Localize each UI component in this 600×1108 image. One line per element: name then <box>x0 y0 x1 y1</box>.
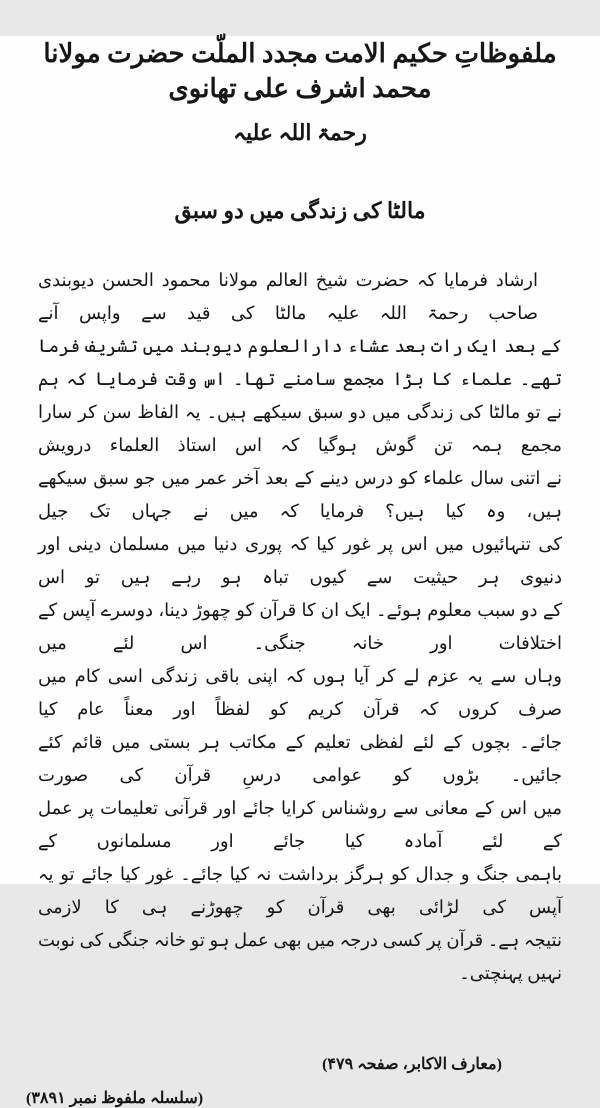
section-heading: مالٹا کی زندگی میں دو سبق <box>174 198 426 224</box>
body-line: ارشاد فرمایا کہ حضرت شیخ العالم مولانا محمود الحسن دیوبندی صاحب رحمۃ اللہ علیہ مالٹا کی قید سے واپس آنے <box>38 270 538 324</box>
body-line: نے اتنی سال علماء کو درس دینے کے بعد آخر عمر میں جو سبق سیکھے ہیں، وہ کیا ہیں؟ فرمایا کہ میں نے جہاں تک جیل <box>38 468 562 522</box>
body-line: کی تنہائیوں میں اس پر غور کیا کہ پوری دنیا میں مسلمان دینی اور دنیوی ہر حیثیت سے کیوں تباہ ہو رہے ہیں تو اس <box>38 534 562 588</box>
body-line: وہاں سے یہ عزم لے کر آیا ہوں کہ اپنی باقی زندگی اسی کام میں صرف کروں کہ قرآن کریم کو لفظاً اور معناً عام کیا <box>38 666 562 720</box>
body-line: کے دو سبب معلوم ہوئے۔ ایک ان کا قرآن کو چھوڑ دینا، دوسرے آپس کے اختلافات اور خانہ جنگی۔ اس لئے میں <box>38 600 562 654</box>
series-number: (سلسلہ ملفوظ نمبر ۳۸۹۱) <box>26 1090 204 1108</box>
body-paragraph <box>0 264 600 990</box>
body-line: نتیجہ ہے۔ قرآن پر کسی درجہ میں بھی عمل ہو تو خانہ جنگی کی نوبت نہیں پہنچتی۔ <box>38 930 562 984</box>
body-line: جائے۔ بچوں کے لئے لفظی تعلیم کے مکاتب ہر بستی میں قائم کئے جائیں۔ بڑوں کو عوامی درسِ قرآن کی صورت <box>38 732 562 786</box>
body-line: میں اس کے معانی سے روشناس کرایا جائے اور قرآنی تعلیمات پر عمل کے لئے آمادہ کیا جائے اور مسلمانوں کے <box>38 798 562 852</box>
page-title: ملفوظاتِ حکیم الامت مجدد الملّت حضرت مولانا محمد اشرف علی تھانوی <box>43 39 557 104</box>
body-line: کے بعد ایک رات بعد عشاء دارالعلوم دیوبند میں تشریف فرما تھے۔ علماء کا بڑا مجمع سامنے تھا۔ اس وقت فرمایا کہ ہم <box>38 336 562 390</box>
citation-reference: (معارف الاکابر، صفحہ ۴۷۹) <box>322 1056 502 1074</box>
document-page <box>0 36 600 1108</box>
body-line: باہمی جنگ و جدال کو ہرگز برداشت نہ کیا جائے۔ غور کیا جائے تو یہ آپس کی لڑائی بھی قرآن کو چھوڑنے ہی کا لازمی <box>38 864 562 918</box>
body-line: نے تو مالٹا کی زندگی میں دو سبق سیکھے ہیں۔ یہ الفاظ سن کر سارا مجمع ہمہ تن گوش ہوگیا کہ اس استاذ العلماء درویش <box>38 402 562 456</box>
honorific-line: رحمۃ اللہ علیہ <box>233 120 367 146</box>
